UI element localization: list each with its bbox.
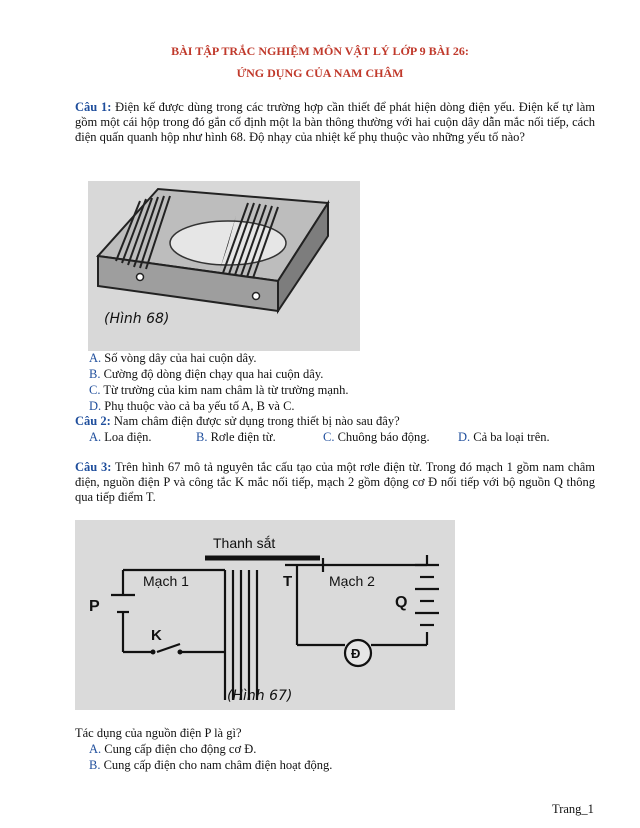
option-letter: D. <box>458 430 471 444</box>
option-text: Cung cấp điện cho nam châm điện hoạt động. <box>103 758 333 772</box>
option-letter: A. <box>89 742 102 756</box>
doc-subtitle: ỨNG DỤNG CỦA NAM CHÂM <box>236 66 404 80</box>
mach-2-label: Mạch 2 <box>329 573 375 589</box>
q2-label: Câu 2: <box>75 414 111 428</box>
q3-text: Trên hình 67 mô tả nguyên tắc cấu tạo của một rơle điện từ. Trong đó mạch 1 gồm nam châm điện, nguồn điện P và công tắc K mắc nối tiếp, mạch 2 gồm động cơ Đ nối tiếp với bộ nguồn Q thông qua tiếp điểm T. <box>75 460 595 504</box>
thanh-sat-label: Thanh sắt <box>213 535 276 551</box>
figure-68 <box>88 181 360 351</box>
q1-stem <box>75 100 595 145</box>
option-letter: B. <box>89 367 101 381</box>
q2-option-a[interactable] <box>89 430 152 445</box>
option-text: Loa điện. <box>104 430 152 444</box>
q1-option-c[interactable] <box>89 383 349 398</box>
option-letter: C. <box>89 383 101 397</box>
option-text: Rơle điện từ. <box>210 430 276 444</box>
q2-option-d[interactable] <box>458 430 550 445</box>
option-text: Cung cấp điện cho động cơ Đ. <box>104 742 257 756</box>
q3-stem <box>75 460 595 505</box>
q3-label: Câu 3: <box>75 460 112 474</box>
q1-label: Câu 1: <box>75 100 112 114</box>
source-q-label: Q <box>395 594 408 611</box>
option-text: Từ trường của kim nam châm là từ trường mạnh. <box>103 383 349 397</box>
figure-68-caption: (Hình 68) <box>104 311 170 327</box>
figure-67-caption: (Hình 67) <box>227 688 293 704</box>
q3-question: Tác dụng của nguồn điện P là gì? <box>75 726 242 740</box>
option-letter: B. <box>89 758 101 772</box>
mach-1-label: Mạch 1 <box>143 573 189 589</box>
q1-option-b[interactable] <box>89 367 323 382</box>
switch-k-label: K <box>151 627 162 644</box>
galvanometer-illustration <box>88 181 360 351</box>
q1-option-d[interactable] <box>89 399 295 414</box>
q1-text: Điện kế được dùng trong các trường hợp cần thiết để phát hiện dòng điện yếu. Điện kế tự làm gồm một cái hộp trong đó gắn cố định một la bàn thông thường với hai cuộn dây dẫn mắc nối tiếp, cách điện quấn quanh hộp như hình 68. Độ nhạy của nhiệt kế phụ thuộc vào những yếu tố nào? <box>75 100 596 144</box>
relay-circuit-diagram <box>75 520 455 710</box>
motor-label: Đ <box>351 646 361 661</box>
option-text: Chuông báo động. <box>337 430 430 444</box>
option-text: Cả ba loại trên. <box>473 430 550 444</box>
q1-option-a[interactable] <box>89 351 257 366</box>
option-letter: D. <box>89 399 102 413</box>
q2-option-b[interactable] <box>196 430 276 445</box>
contact-t-label: T <box>283 573 293 590</box>
option-letter: A. <box>89 351 102 365</box>
q3-option-a[interactable] <box>89 742 256 757</box>
option-letter: B. <box>196 430 208 444</box>
doc-title: BÀI TẬP TRẮC NGHIỆM MÔN VẬT LÝ LỚP 9 BÀI 26: <box>171 44 469 58</box>
q2-text: Nam châm điện được sử dụng trong thiết bị nào sau đây? <box>113 414 400 428</box>
option-letter: A. <box>89 430 102 444</box>
source-p-label: P <box>89 598 100 615</box>
option-text: Cường độ dòng điện chạy qua hai cuộn dây. <box>103 367 324 381</box>
option-text: Phụ thuộc vào cả ba yếu tố A, B và C. <box>104 399 295 413</box>
figure-67 <box>75 520 455 710</box>
q2-option-c[interactable] <box>323 430 430 445</box>
page-number: Trang_1 <box>552 802 594 816</box>
option-text: Số vòng dây của hai cuộn dây. <box>104 351 257 365</box>
option-letter: C. <box>323 430 335 444</box>
q2-stem <box>75 414 595 429</box>
q3-option-b[interactable] <box>89 758 332 773</box>
